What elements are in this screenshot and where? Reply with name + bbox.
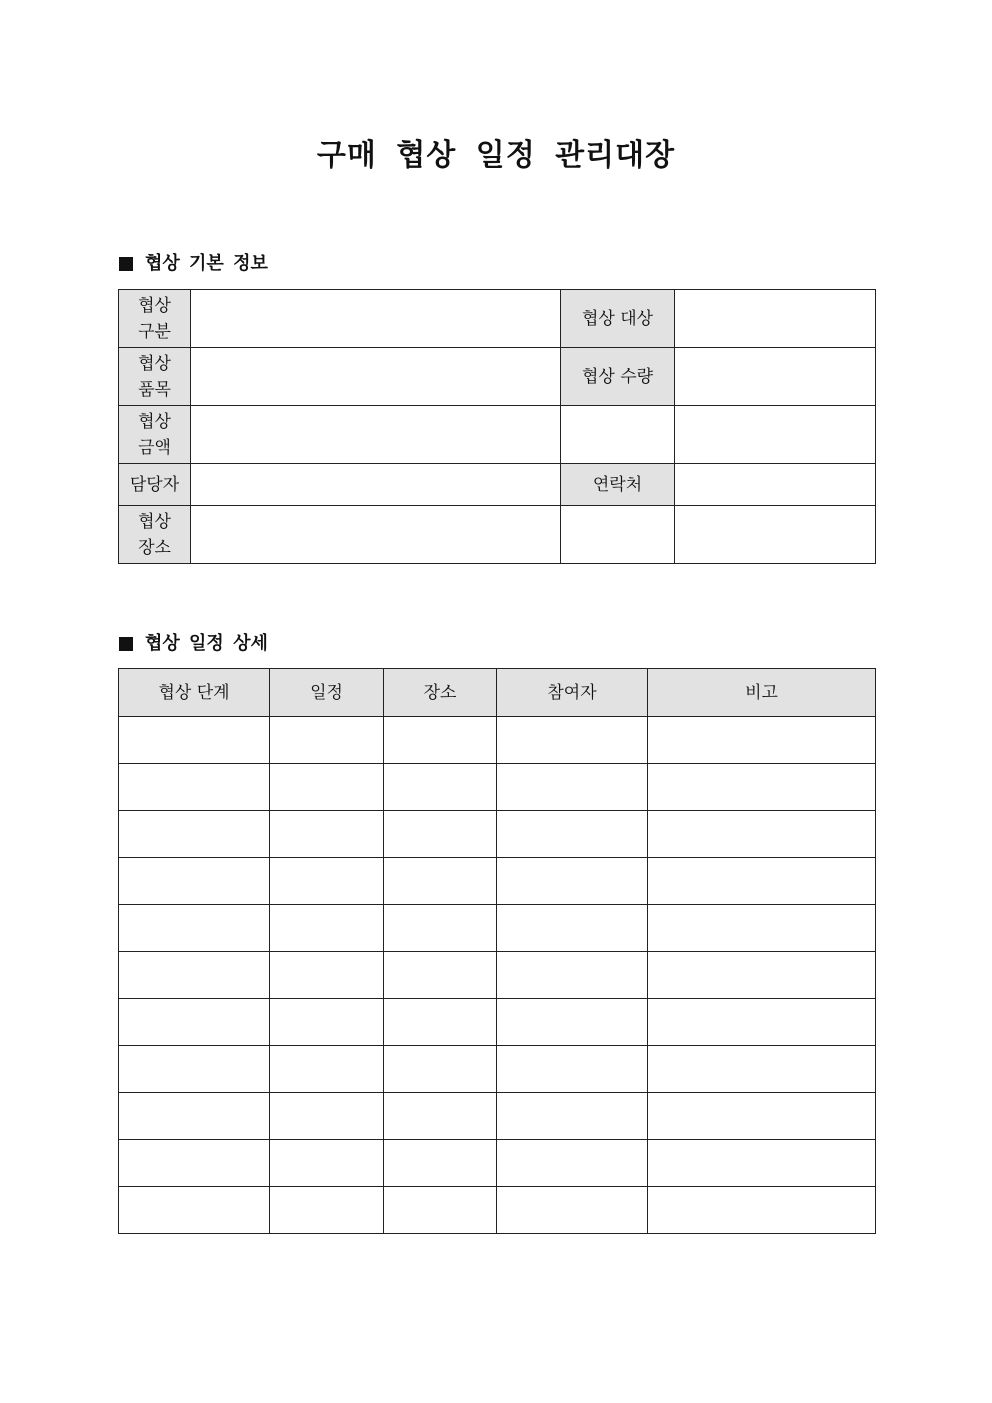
cell-participants[interactable] [497, 1140, 648, 1187]
label-negotiation-place [119, 506, 191, 564]
label-line: 장소 [138, 537, 171, 558]
label-line: 품목 [138, 379, 171, 400]
cell-participants[interactable] [497, 764, 648, 811]
cell-schedule[interactable] [270, 858, 384, 905]
table-header-row [119, 669, 876, 717]
cell-remarks[interactable] [648, 999, 876, 1046]
table-row [119, 1093, 876, 1140]
basic-info-table [118, 289, 876, 564]
table-row [119, 764, 876, 811]
value-contact[interactable] [675, 464, 876, 506]
value-negotiation-quantity[interactable] [675, 348, 876, 406]
cell-remarks[interactable] [648, 1187, 876, 1234]
cell-remarks[interactable] [648, 717, 876, 764]
cell-place[interactable] [384, 858, 497, 905]
label-line: 협상 [138, 295, 171, 316]
column-header-remarks: 비고 [648, 669, 876, 717]
cell-stage[interactable] [119, 1187, 270, 1234]
section-heading-basic-info [119, 251, 268, 277]
label-negotiation-target: 협상 대상 [561, 290, 675, 348]
label-line: 금액 [138, 437, 171, 458]
cell-stage[interactable] [119, 858, 270, 905]
info-row-amount [119, 406, 876, 464]
empty-cell[interactable] [675, 506, 876, 564]
cell-stage[interactable] [119, 1046, 270, 1093]
section-heading-text: 협상 기본 정보 [145, 253, 268, 274]
cell-participants[interactable] [497, 1046, 648, 1093]
table-row [119, 999, 876, 1046]
cell-place[interactable] [384, 811, 497, 858]
black-square-icon [119, 257, 133, 271]
cell-participants[interactable] [497, 811, 648, 858]
cell-stage[interactable] [119, 1140, 270, 1187]
label-negotiation-quantity: 협상 수량 [561, 348, 675, 406]
document-title: 구매 협상 일정 관리대장 [316, 138, 676, 173]
cell-stage[interactable] [119, 905, 270, 952]
value-negotiation-target[interactable] [675, 290, 876, 348]
label-negotiation-amount [119, 406, 191, 464]
cell-stage[interactable] [119, 811, 270, 858]
empty-cell[interactable] [561, 506, 675, 564]
cell-participants[interactable] [497, 1187, 648, 1234]
info-row-manager [119, 464, 876, 506]
cell-schedule[interactable] [270, 1093, 384, 1140]
cell-stage[interactable] [119, 1093, 270, 1140]
cell-remarks[interactable] [648, 764, 876, 811]
label-line: 구분 [138, 321, 171, 342]
cell-schedule[interactable] [270, 1046, 384, 1093]
label-line: 협상 [138, 411, 171, 432]
section-heading-schedule-detail [119, 631, 268, 657]
cell-place[interactable] [384, 1140, 497, 1187]
table-row [119, 1187, 876, 1234]
label-manager: 담당자 [119, 464, 191, 506]
cell-remarks[interactable] [648, 811, 876, 858]
black-square-icon [119, 637, 133, 651]
cell-place[interactable] [384, 764, 497, 811]
cell-participants[interactable] [497, 717, 648, 764]
cell-schedule[interactable] [270, 1140, 384, 1187]
table-row [119, 858, 876, 905]
cell-schedule[interactable] [270, 1187, 384, 1234]
label-negotiation-type [119, 290, 191, 348]
cell-place[interactable] [384, 952, 497, 999]
section-heading-text: 협상 일정 상세 [145, 633, 268, 654]
column-header-schedule: 일정 [270, 669, 384, 717]
value-negotiation-item[interactable] [191, 348, 561, 406]
column-header-place: 장소 [384, 669, 497, 717]
cell-remarks[interactable] [648, 1093, 876, 1140]
cell-remarks[interactable] [648, 905, 876, 952]
info-row-item [119, 348, 876, 406]
empty-cell[interactable] [675, 406, 876, 464]
table-row [119, 905, 876, 952]
cell-schedule[interactable] [270, 999, 384, 1046]
label-line: 협상 [138, 511, 171, 532]
table-row [119, 717, 876, 764]
cell-remarks[interactable] [648, 858, 876, 905]
info-row-type [119, 290, 876, 348]
cell-place[interactable] [384, 717, 497, 764]
value-manager[interactable] [191, 464, 561, 506]
cell-place[interactable] [384, 905, 497, 952]
label-line: 협상 [138, 353, 171, 374]
empty-cell[interactable] [561, 406, 675, 464]
cell-place[interactable] [384, 1187, 497, 1234]
cell-place[interactable] [384, 999, 497, 1046]
cell-stage[interactable] [119, 999, 270, 1046]
cell-stage[interactable] [119, 717, 270, 764]
label-contact: 연락처 [561, 464, 675, 506]
label-negotiation-item [119, 348, 191, 406]
table-row [119, 952, 876, 999]
cell-remarks[interactable] [648, 1046, 876, 1093]
value-negotiation-place[interactable] [191, 506, 561, 564]
column-header-stage: 협상 단계 [119, 669, 270, 717]
cell-participants[interactable] [497, 1093, 648, 1140]
cell-participants[interactable] [497, 858, 648, 905]
cell-stage[interactable] [119, 952, 270, 999]
cell-remarks[interactable] [648, 952, 876, 999]
cell-participants[interactable] [497, 999, 648, 1046]
cell-schedule[interactable] [270, 811, 384, 858]
schedule-detail-table [118, 668, 876, 1234]
cell-schedule[interactable] [270, 717, 384, 764]
cell-schedule[interactable] [270, 952, 384, 999]
info-row-place [119, 506, 876, 564]
table-row [119, 1046, 876, 1093]
cell-remarks[interactable] [648, 1140, 876, 1187]
value-negotiation-type[interactable] [191, 290, 561, 348]
cell-participants[interactable] [497, 952, 648, 999]
table-row [119, 1140, 876, 1187]
cell-stage[interactable] [119, 764, 270, 811]
cell-participants[interactable] [497, 905, 648, 952]
table-row [119, 811, 876, 858]
cell-schedule[interactable] [270, 905, 384, 952]
cell-place[interactable] [384, 1093, 497, 1140]
column-header-participants: 참여자 [497, 669, 648, 717]
cell-place[interactable] [384, 1046, 497, 1093]
cell-schedule[interactable] [270, 764, 384, 811]
value-negotiation-amount[interactable] [191, 406, 561, 464]
